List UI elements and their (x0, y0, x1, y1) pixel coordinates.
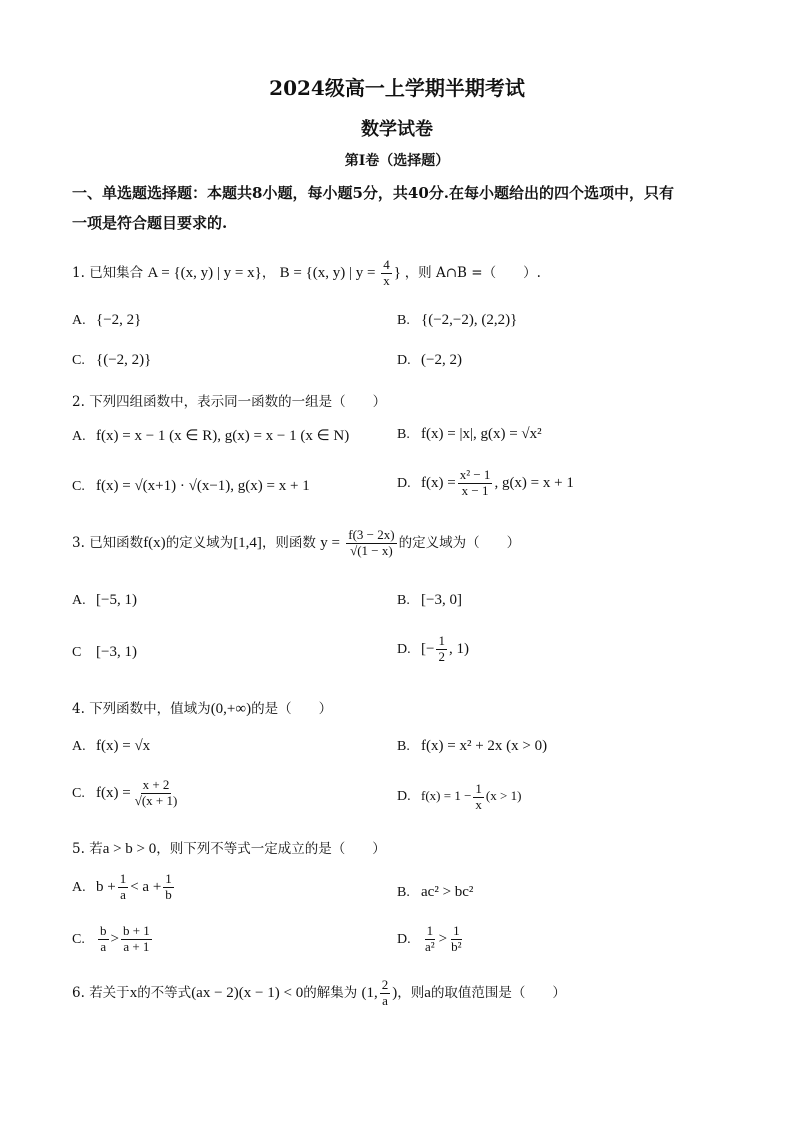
q3-option-c-label: C (72, 645, 82, 660)
q6-var-a: a (424, 984, 431, 1001)
q1-option-c-label: C. (72, 353, 85, 368)
q4-option-a[interactable] (72, 738, 150, 755)
q5-option-d-mid: > (438, 930, 448, 947)
q5-option-d-frac2 (449, 924, 463, 955)
q1-set-b-den: x (383, 272, 390, 288)
q5-option-c-frac2 (121, 924, 152, 955)
q6-inequality: (ax − 2)(x − 1) < 0 (191, 984, 304, 1001)
q2-option-c[interactable] (72, 478, 310, 495)
q2-option-d-right: , g(x) = x + 1 (494, 474, 574, 491)
q4-range: (0,+∞) (210, 701, 252, 717)
q4-option-c-left: f(x) = (96, 784, 131, 801)
q6-solution-left: (1, (361, 984, 378, 1001)
q6-solution (361, 977, 398, 1008)
q3-option-d-den: 2 (438, 648, 445, 664)
q5-condition: a > b > 0 (102, 841, 157, 857)
q3-option-d-left: [− (421, 640, 435, 657)
q5-option-c-mid: > (110, 930, 119, 947)
part-label: 第Ⅰ卷（选择题） (344, 153, 450, 169)
q3-fraction-den: √(1 − x) (350, 542, 393, 558)
q2-option-d-frac (458, 468, 493, 499)
q4-option-d-left: f(x) = 1 − (421, 788, 472, 804)
q3-option-b[interactable] (397, 592, 462, 609)
q1-option-b[interactable] (397, 312, 517, 329)
q5-option-c-expr (96, 923, 154, 954)
q3-option-b-label: B. (397, 593, 410, 608)
q5-option-d-num2: 1 (453, 923, 460, 938)
q4-option-a-text: f(x) = √x (96, 738, 151, 754)
q4-option-a-label: A. (72, 739, 86, 754)
q5-option-a-num1: 1 (119, 871, 127, 886)
q3-y-eq: y = (320, 534, 340, 551)
q1-option-d-text: (−2, 2) (421, 352, 462, 368)
q4-option-c-num: x + 2 (142, 777, 170, 792)
q6-var-x: x (129, 984, 138, 1001)
q4-option-b[interactable] (397, 738, 547, 755)
q3-number: 3. (72, 534, 85, 551)
q2-option-b[interactable] (397, 426, 542, 443)
q3-option-a-text: [−5, 1) (96, 592, 137, 608)
q3-option-c[interactable] (72, 644, 137, 661)
q2-text: 下列四组函数中，表示同一函数的一组是（ ） (89, 394, 387, 410)
q5-option-d-den1: a² (425, 938, 435, 954)
q2-option-a[interactable] (72, 426, 349, 445)
question-6 (72, 978, 566, 1009)
q3-text-d: 的定义域为（ ） (398, 534, 521, 551)
q3-option-d-label: D. (397, 641, 411, 657)
q3-text-a: 已知函数 (89, 534, 144, 551)
q3-fraction-num: f(3 − 2x) (348, 527, 395, 542)
q5-option-d-den2: b² (451, 938, 462, 954)
q5-text-a: 若 (89, 841, 103, 857)
q5-option-a-frac2 (163, 872, 174, 903)
q3-text-b: 的定义域为 (165, 534, 234, 551)
q1-option-c-text: {(−2, 2)} (96, 352, 152, 368)
q5-option-a-expr (96, 871, 176, 902)
q4-option-c-label: C. (72, 785, 85, 801)
q1-set-b-right: } (393, 264, 401, 281)
q1-option-b-label: B. (397, 313, 410, 328)
q5-option-a-part1: b + (96, 878, 116, 895)
q2-option-c-label: C. (72, 479, 85, 494)
q6-number: 6. (72, 984, 85, 1001)
q2-option-d-label: D. (397, 475, 411, 491)
q5-option-a-den1: a (120, 886, 126, 902)
q1-option-a-label: A. (72, 313, 86, 328)
q4-option-d-frac (473, 782, 484, 813)
q5-number: 5. (72, 841, 85, 857)
q5-option-b-text: ac² > bc² (421, 884, 474, 900)
q4-option-d-expr (421, 781, 522, 812)
q4-number: 4. (72, 701, 85, 717)
q6-text-b: 的不等式 (137, 984, 192, 1001)
q5-option-a-den2: b (165, 886, 172, 902)
q5-option-a-num2: 1 (165, 871, 172, 886)
q5-option-b[interactable] (397, 884, 473, 901)
q1-text-b: ，则 A∩B =（ ）. (404, 264, 541, 281)
q2-option-d-den: x − 1 (461, 482, 489, 498)
q5-option-c-den1: a (100, 938, 107, 954)
q3-option-d-right: , 1) (448, 640, 469, 657)
q4-option-b-text: f(x) = x² + 2x (x > 0) (421, 738, 548, 754)
q2-option-a-text: f(x) = x − 1 (x ∈ R), g(x) = x − 1 (x ∈ N) (96, 428, 350, 444)
q5-option-d[interactable] (397, 924, 466, 955)
exam-subtitle: 数学试卷 (361, 119, 433, 140)
q6-text-d: ，则 (397, 984, 425, 1001)
q2-option-c-text: f(x) = √(x+1) · √(x−1), g(x) = x + 1 (96, 478, 310, 494)
q6-text-c: 的解集为 (303, 984, 358, 1001)
q4-option-b-label: B. (397, 739, 410, 754)
q5-text-b: ，则下列不等式一定成立的是（ ） (156, 841, 386, 857)
q3-option-d[interactable] (397, 634, 469, 665)
q4-option-d-right: (x > 1) (485, 788, 522, 804)
q3-domain: [1,4] (233, 534, 262, 551)
q1-set-b-num: 4 (383, 257, 390, 272)
q1-set-b-left: B = {(x, y) | y = (279, 264, 376, 281)
q4-text-a: 下列函数中，值域为 (89, 701, 211, 717)
q5-option-c-frac1 (98, 924, 109, 955)
q4-option-c-frac (133, 778, 180, 809)
question-4 (72, 697, 332, 718)
q4-option-d[interactable] (397, 782, 521, 813)
q6-solution-right: ) (392, 984, 398, 1001)
q1-option-d[interactable] (397, 352, 462, 369)
q5-option-d-expr (421, 923, 466, 954)
q2-option-d-num: x² − 1 (459, 467, 491, 482)
question-2 (72, 390, 386, 410)
q2-number: 2. (72, 394, 85, 410)
q5-option-a-label: A. (72, 879, 86, 895)
q3-fraction (346, 528, 396, 559)
q1-set-b-frac (381, 258, 392, 289)
q5-option-a[interactable] (72, 872, 176, 903)
q1-set-b (279, 257, 405, 288)
q1-option-a[interactable] (72, 312, 141, 329)
exam-title: 2024级高一上学期半期考试 (269, 76, 525, 100)
q5-option-d-num1: 1 (426, 923, 434, 938)
q1-option-a-text: {−2, 2} (96, 312, 142, 328)
q5-option-c-num1: b (100, 923, 107, 938)
q5-option-a-frac1 (118, 872, 129, 903)
q1-option-c[interactable] (72, 352, 151, 369)
q3-option-d-frac (436, 634, 447, 665)
section-header-line2: 一项是符合题目要求的. (72, 214, 228, 232)
q5-option-c-den2: a + 1 (123, 938, 150, 954)
q1-option-d-label: D. (397, 353, 411, 368)
q3-option-b-text: [−3, 0] (421, 592, 462, 608)
q4-option-d-num: 1 (475, 781, 482, 796)
q6-solution-num: 2 (381, 977, 389, 992)
q3-option-a-label: A. (72, 593, 86, 608)
q2-option-b-label: B. (397, 427, 410, 442)
q3-option-a[interactable] (72, 592, 137, 609)
q4-text-b: 的是（ ） (251, 701, 333, 717)
q4-option-c-den: √(x + 1) (134, 792, 178, 808)
q1-set-a: A = {(x, y) | y = x} (147, 264, 262, 281)
q6-text-a: 若关于 (89, 984, 130, 1001)
q2-option-d-expr (421, 467, 574, 498)
q1-number: 1. (72, 264, 85, 281)
q3-option-c-text: [−3, 1) (96, 644, 137, 660)
q3-text-c: ，则函数 (261, 534, 316, 551)
q2-option-a-label: A. (72, 429, 86, 444)
q1-text-a: 已知集合 (89, 264, 144, 281)
question-3 (72, 528, 520, 559)
q6-solution-frac (380, 978, 391, 1009)
q5-option-c-label: C. (72, 931, 85, 947)
q1-option-b-text: {(−2,−2), (2,2)} (421, 312, 518, 328)
question-1 (72, 258, 541, 289)
q5-option-a-part2: < a + (130, 878, 162, 895)
q4-option-d-label: D. (397, 789, 411, 805)
q6-solution-den: a (382, 992, 388, 1008)
q5-option-d-label: D. (397, 931, 411, 947)
q5-option-c[interactable] (72, 924, 154, 955)
q2-option-d-left: f(x) = (421, 474, 456, 491)
q5-option-c-num2: b + 1 (122, 923, 150, 938)
q5-option-b-label: B. (397, 885, 410, 900)
q4-option-c-expr (96, 777, 181, 808)
q5-option-d-frac1 (423, 924, 437, 955)
q6-text-e: 的取值范围是（ ） (430, 984, 566, 1001)
q3-fx: f(x) (143, 534, 166, 551)
q2-option-d[interactable] (397, 468, 574, 499)
q3-option-d-expr (421, 633, 469, 664)
q4-option-d-den: x (475, 796, 482, 812)
q2-option-b-text: f(x) = |x|, g(x) = √x² (421, 426, 542, 442)
q1-comma: ， (261, 264, 276, 281)
q4-option-c[interactable] (72, 778, 181, 809)
section-header-line1: 一、单选题选择题：本题共8小题，每小题5分，共40分.在每小题给出的四个选项中，只有 (72, 184, 674, 202)
q3-option-d-num: 1 (438, 633, 445, 648)
question-5 (72, 837, 386, 858)
